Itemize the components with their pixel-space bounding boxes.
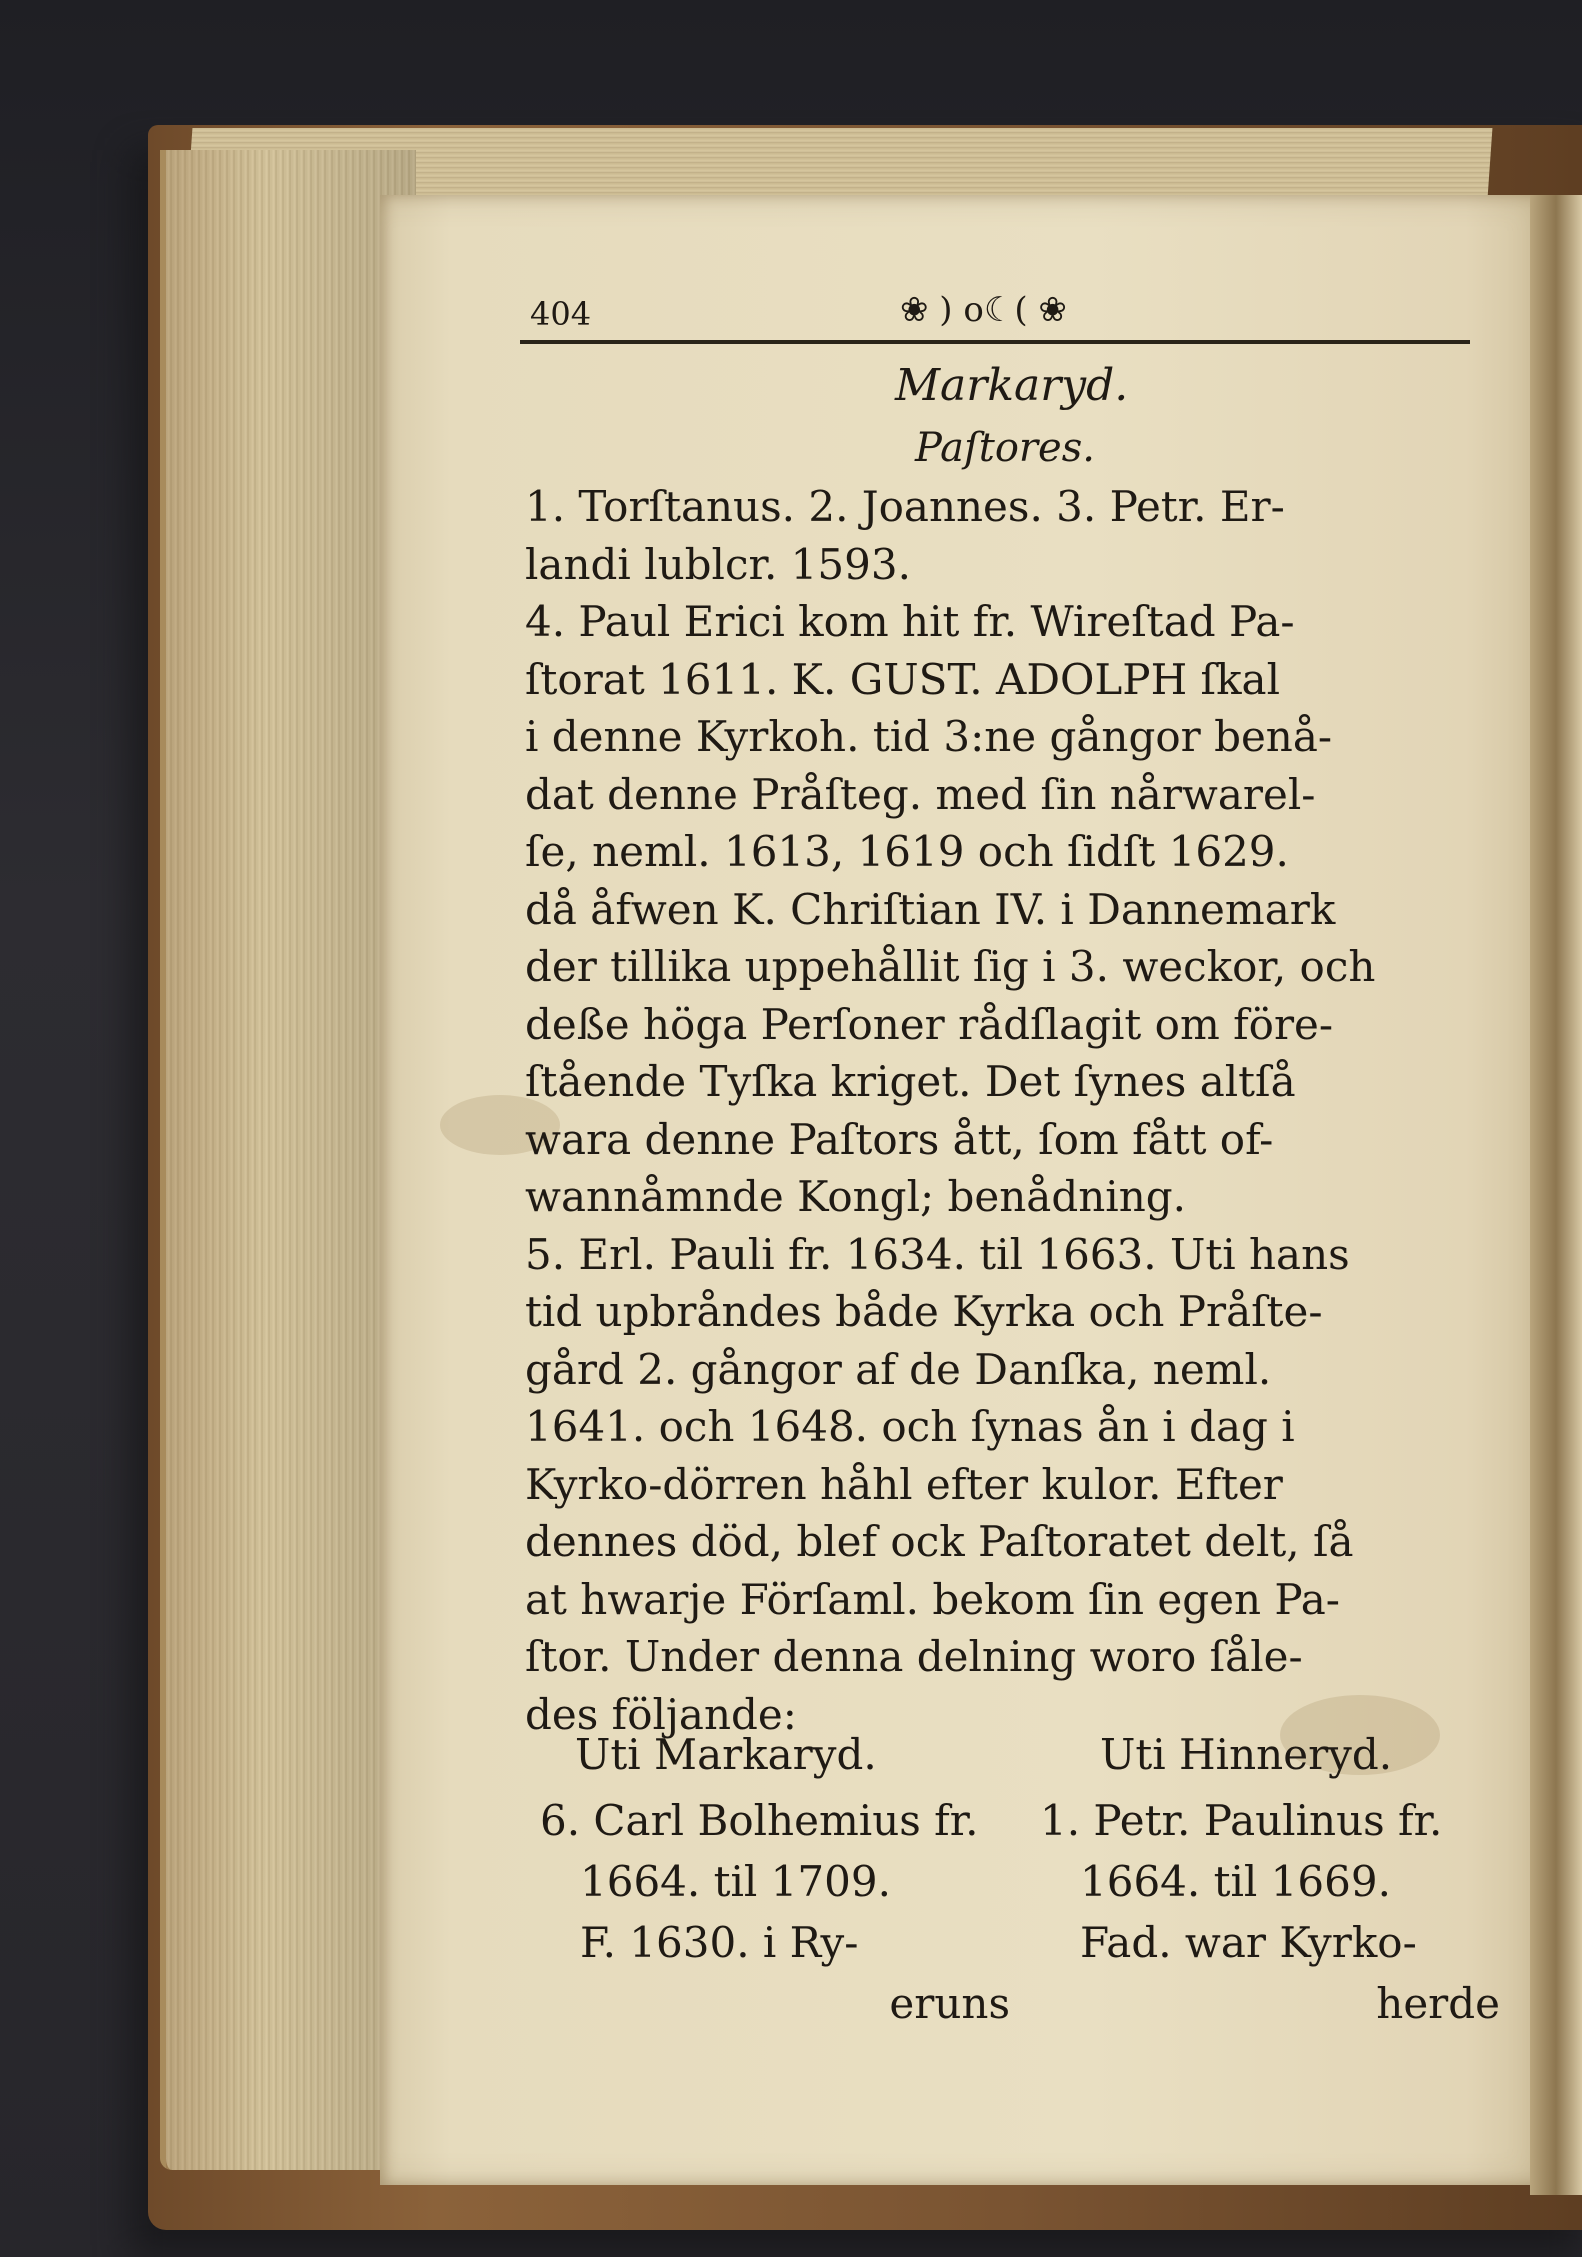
column-right (1040, 1790, 1500, 2034)
running-head-ornament: ❀ ) o☾( ❀ (900, 290, 1067, 330)
text-line: 5. Erl. Pauli fr. 1634. til 1663. Uti hans (525, 1229, 1350, 1279)
text-line: 1. Torſtanus. 2. Joannes. 3. Petr. Er- (525, 482, 1285, 531)
text-line: 1641. och 1648. och ſynas ån i dag i (525, 1402, 1295, 1451)
column-line: F. 1630. i Ry- (580, 1918, 859, 1967)
book-gutter (1530, 195, 1582, 2195)
text-line: gård 2. gångor af de Danſka, neml. (525, 1344, 1272, 1394)
text-line: des följande: (525, 1689, 797, 1739)
parish-title: Markaryd. (895, 360, 1129, 411)
text-line: ſtorat 1611. K. GUST. ADOLPH ſkal (525, 654, 1281, 704)
text-line: ſe, neml. 1613, 1619 och ſidſt 1629. (525, 827, 1289, 876)
text-line: 4. Paul Erici kom hit fr. Wireſtad Pa- (525, 597, 1295, 646)
column-line: herde (1376, 1979, 1500, 2028)
column-heading-hinneryd: Uti Hinneryd. (1100, 1730, 1393, 1779)
page-block-fore-edge (160, 150, 416, 2170)
section-title: Paſtores. (915, 425, 1095, 471)
header-rule (520, 340, 1470, 344)
text-line: deße höga Perſoner rådſlagit om före- (525, 999, 1334, 1049)
text-line: der tillika uppehållit ſig i 3. weckor, och (525, 942, 1376, 991)
column-heading-markaryd: Uti Markaryd. (575, 1730, 877, 1779)
text-line: tid upbråndes både Kyrka och Pråſte- (525, 1287, 1323, 1336)
text-line: ſtor. Under denna delning woro ſåle- (525, 1632, 1303, 1681)
column-line: 1664. til 1669. (1080, 1857, 1391, 1906)
column-left (540, 1790, 1010, 2034)
text-line: dat denne Pråſteg. med ſin nårwarel- (525, 769, 1316, 819)
text-line: då åfwen K. Chriſtian IV. i Dannemark (525, 884, 1336, 934)
column-line: 6. Carl Bolhemius fr. (540, 1796, 979, 1845)
body-text (525, 478, 1505, 1743)
page-number: 404 (530, 295, 592, 333)
text-line: i denne Kyrkoh. tid 3:ne gångor benå- (525, 712, 1333, 761)
column-line: 1. Petr. Paulinus fr. (1040, 1796, 1443, 1845)
text-line: dennes död, blef ock Paſtoratet delt, ſå (525, 1517, 1354, 1566)
text-line: landi lublcr. 1593. (525, 539, 911, 589)
column-line: Fad. war Kyrko- (1080, 1918, 1417, 1967)
text-line: wannåmnde Kongl; benådning. (525, 1172, 1186, 1221)
text-line: wara denne Paſtors ått, ſom fått of- (525, 1114, 1274, 1164)
text-line: Kyrko-dörren håhl efter kulor. Efter (525, 1459, 1283, 1509)
column-line: 1664. til 1709. (580, 1857, 891, 1906)
text-line: ſtående Tyſka kriget. Det ſynes altſå (525, 1057, 1296, 1106)
text-line: at hwarje Förſaml. bekom ſin egen Pa- (525, 1574, 1341, 1624)
column-line: eruns (889, 1979, 1010, 2028)
